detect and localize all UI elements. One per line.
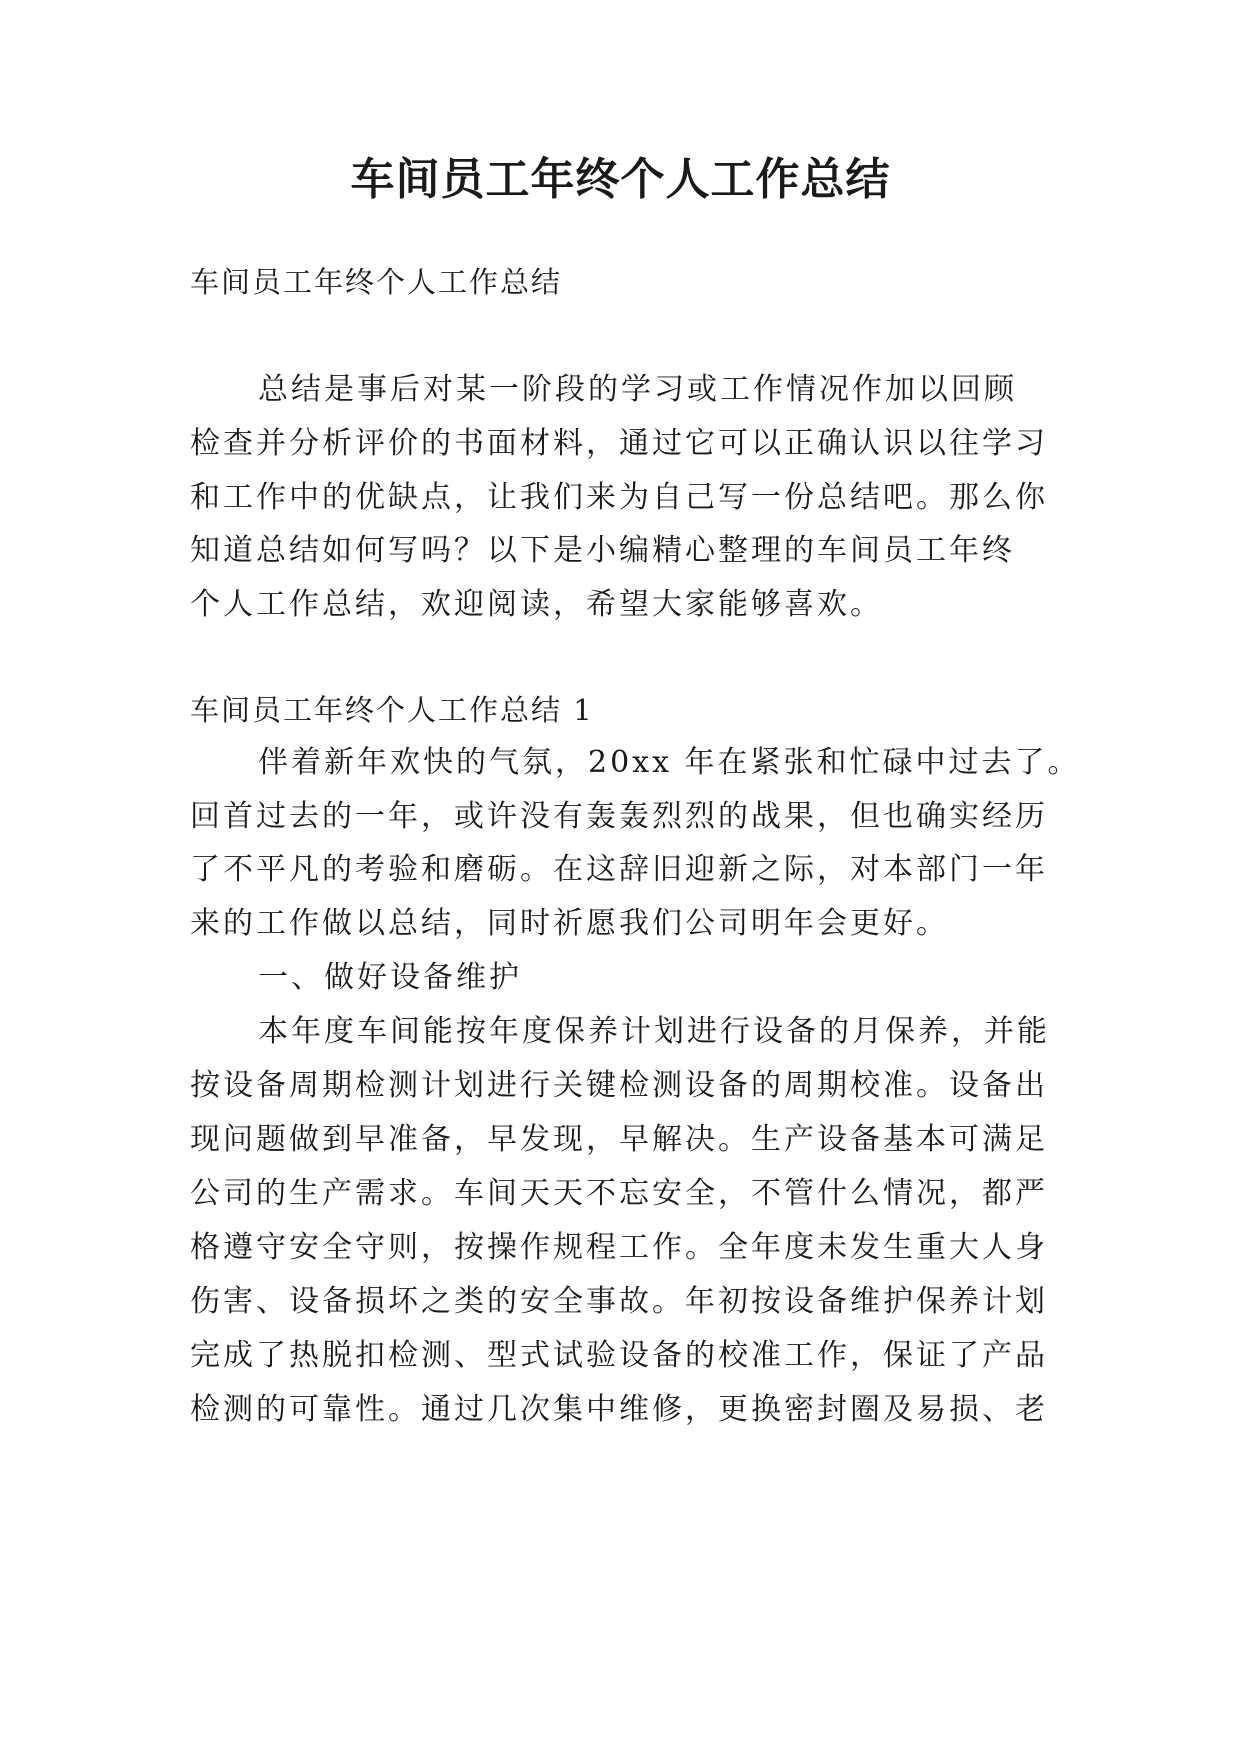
- intro-line: 个人工作总结，欢迎阅读，希望大家能够喜欢。: [190, 587, 883, 622]
- section-line: 伴着新年欢快的气氛，20xx 年在紧张和忙碌中过去了。: [258, 745, 1081, 780]
- intro-line: 和工作中的优缺点，让我们来为自己写一份总结吧。那么你: [190, 480, 1048, 515]
- item-line: 按设备周期检测计划进行关键检测设备的周期校准。设备出: [190, 1068, 1048, 1103]
- item-line: 完成了热脱扣检测、型式试验设备的校准工作，保证了产品: [190, 1338, 1048, 1373]
- item-line: 公司的生产需求。车间天天不忘安全，不管什么情况，都严: [190, 1176, 1048, 1211]
- intro-line: 总结是事后对某一阶段的学习或工作情况作加以回顾: [258, 372, 1017, 407]
- item-line: 检测的可靠性。通过几次集中维修，更换密封圈及易损、老: [190, 1392, 1048, 1427]
- section-line: 来的工作做以总结，同时祈愿我们公司明年会更好。: [190, 906, 949, 941]
- item-line: 伤害、设备损坏之类的安全事故。年初按设备维护保养计划: [190, 1284, 1048, 1319]
- document-subtitle: 车间员工年终个人工作总结: [190, 265, 563, 299]
- item-line: 现问题做到早准备，早发现，早解决。生产设备基本可满足: [190, 1122, 1048, 1157]
- item-heading: 一、做好设备维护: [258, 960, 522, 995]
- intro-line: 检查并分析评价的书面材料，通过它可以正确认识以往学习: [190, 426, 1048, 461]
- item-line: 本年度车间能按年度保养计划进行设备的月保养，并能: [258, 1014, 1050, 1049]
- section-line: 了不平凡的考验和磨砺。在这辞旧迎新之际，对本部门一年: [190, 852, 1048, 887]
- section-heading: 车间员工年终个人工作总结 1: [190, 693, 594, 727]
- item-line: 格遵守安全守则，按操作规程工作。全年度未发生重大人身: [190, 1230, 1048, 1265]
- section-line: 回首过去的一年，或许没有轰轰烈烈的战果，但也确实经历: [190, 799, 1048, 834]
- document-title: 车间员工年终个人工作总结: [350, 154, 891, 205]
- intro-line: 知道总结如何写吗？以下是小编精心整理的车间员工年终: [190, 533, 1015, 568]
